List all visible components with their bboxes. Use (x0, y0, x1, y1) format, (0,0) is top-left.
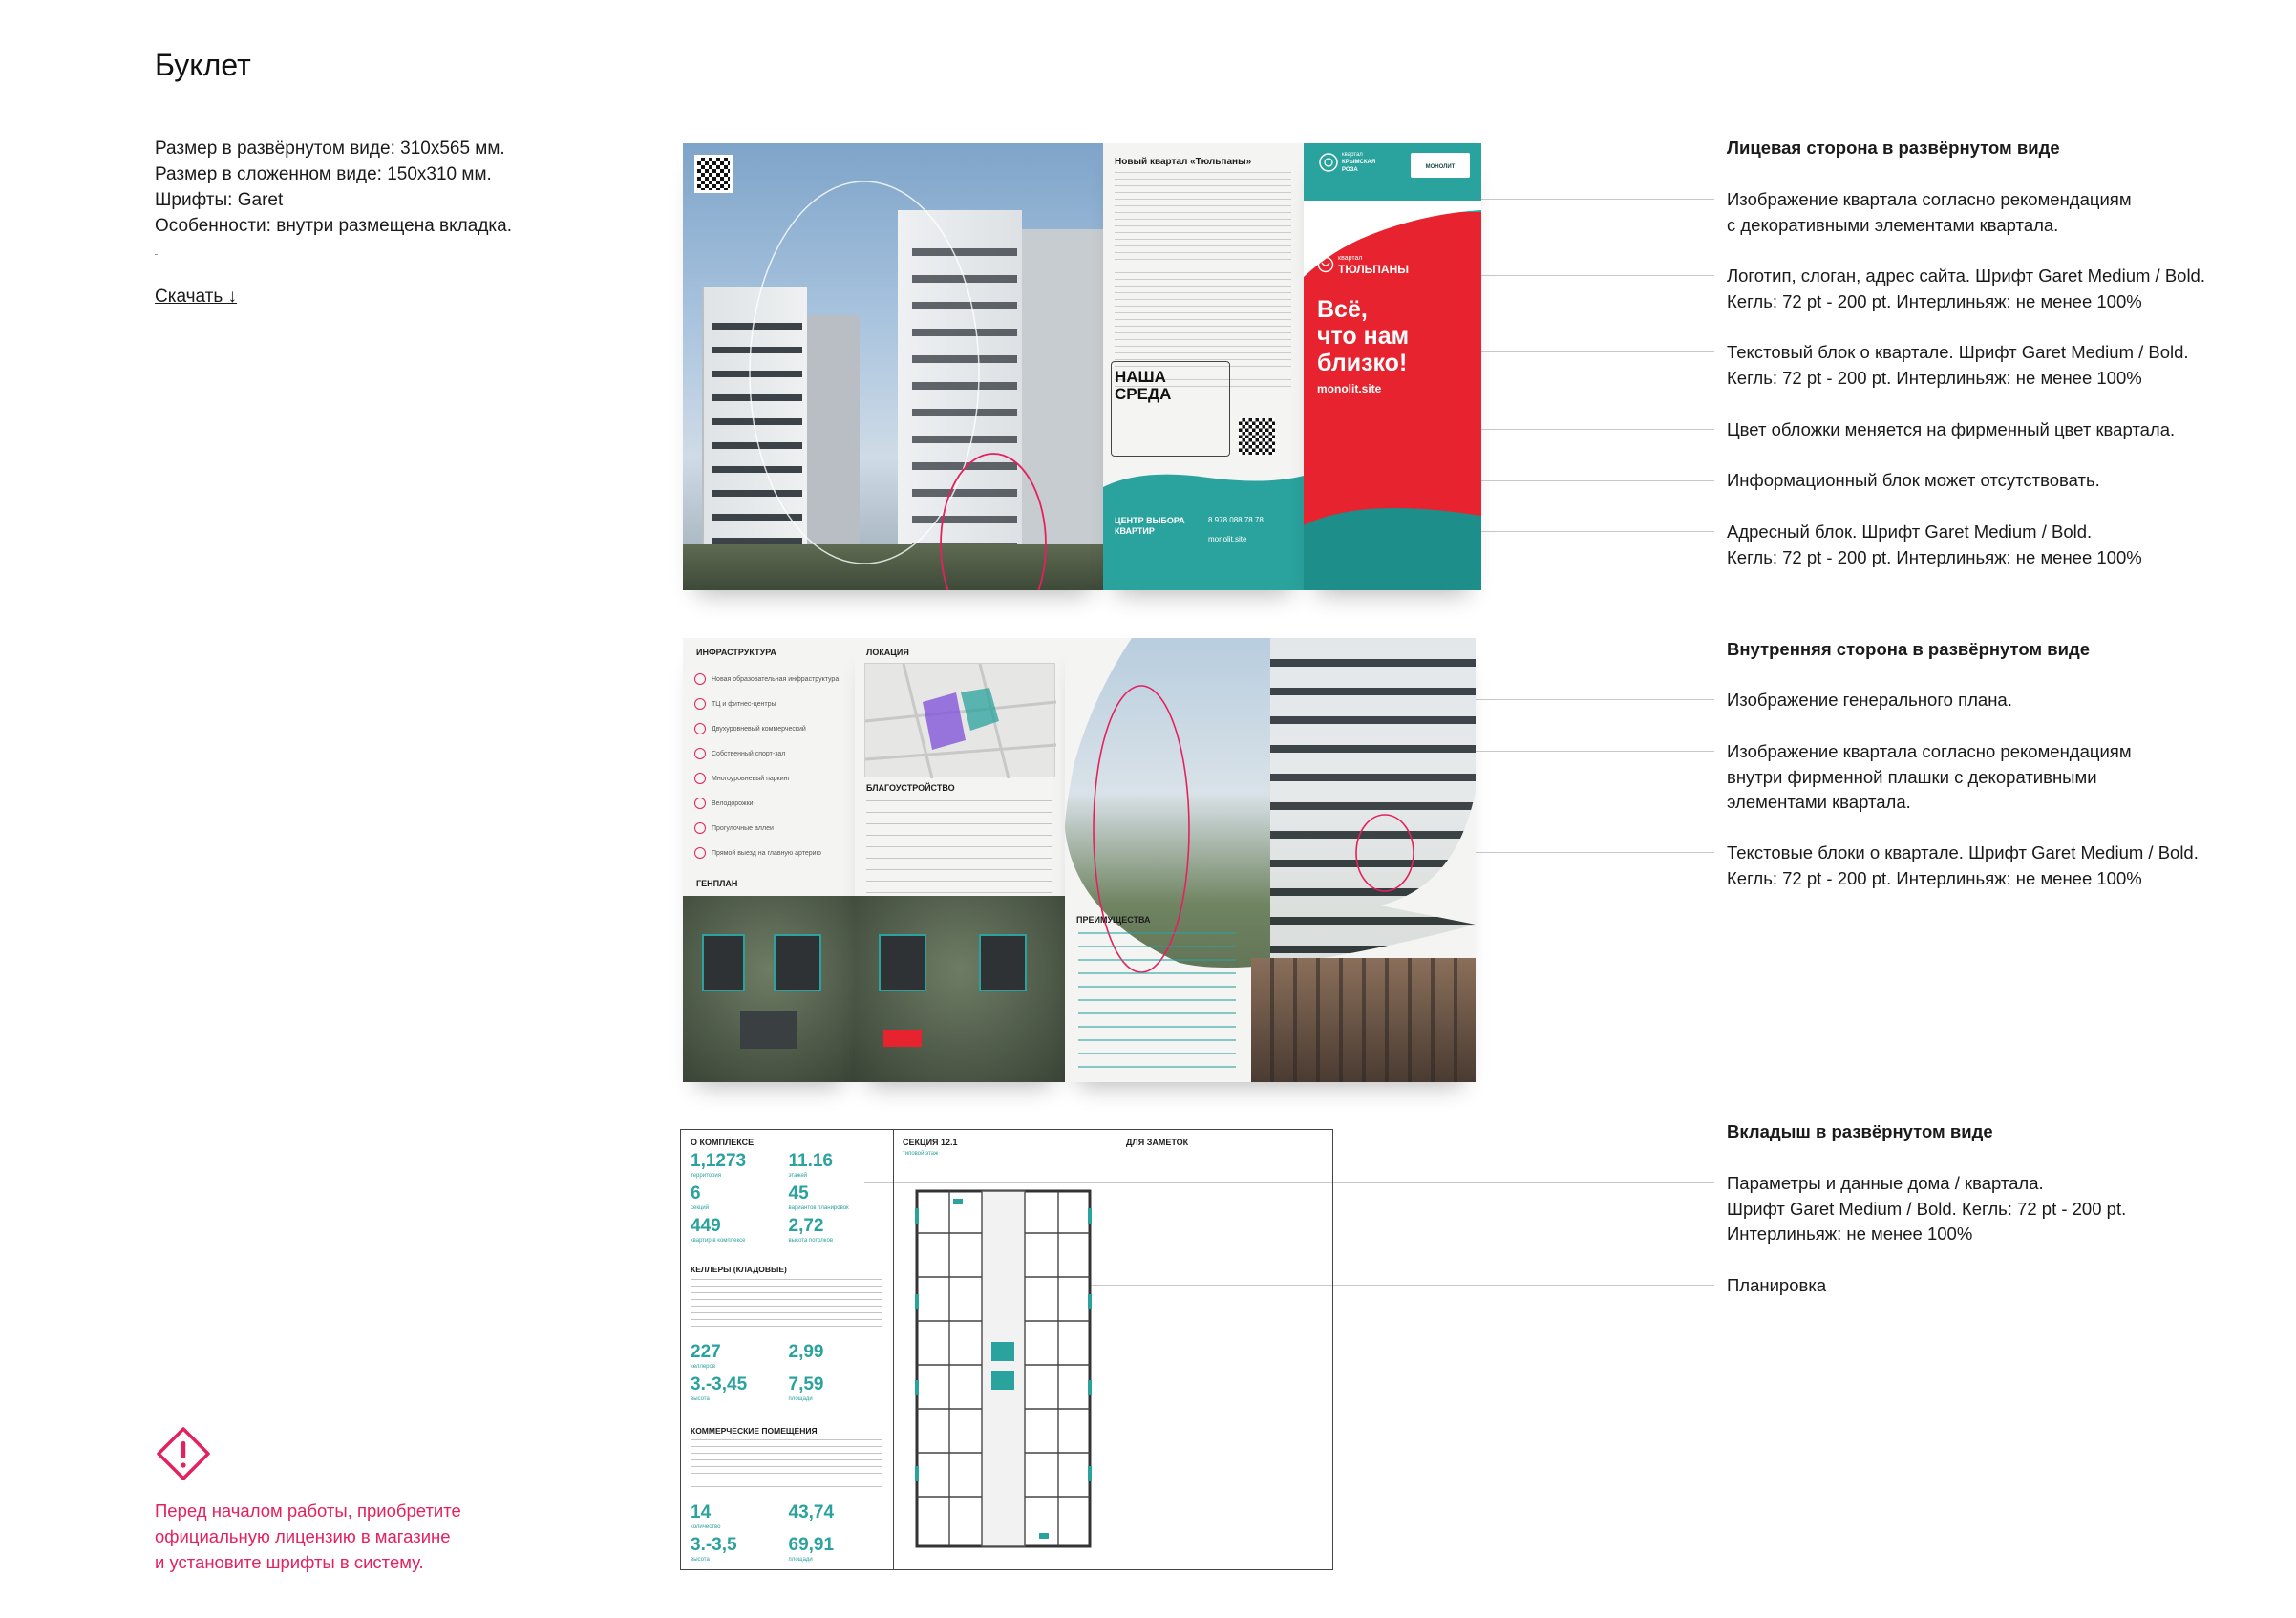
insert-heading: Вкладыш в развёрнутом виде (1727, 1121, 1993, 1141)
stat-value: 6 (691, 1183, 701, 1203)
intro-title: Новый квартал «Тюльпаны» (1115, 157, 1252, 167)
infra-title: ИНФРАСТРУКТУРА (696, 648, 776, 657)
infra-item: Прямой выезд на главную артерию (694, 841, 847, 865)
warning-text: Перед началом работы, приобретите официальную лицензию в магазине и установите шрифты в систему. (155, 1501, 461, 1572)
insert-col1-title: О КОМПЛЕКСЕ (691, 1138, 755, 1147)
stats-grid-3 (691, 1502, 886, 1564)
stat-cell (789, 1535, 887, 1564)
stat-label: келлеров (691, 1364, 716, 1370)
stats-grid-1 (691, 1151, 886, 1245)
outer-note-5: Информационный блок может отсутствовать. (1727, 470, 2100, 490)
inner-location-panel (855, 638, 1065, 1082)
infra-icon (694, 847, 706, 859)
stat-label: высота потолков (788, 1238, 834, 1244)
blago-title: БЛАГОУСТРОЙСТВО (866, 783, 955, 793)
stat-cell (789, 1374, 887, 1403)
intro-text-lines (1115, 172, 1291, 392)
infra-icon (694, 698, 706, 710)
infra-icon (694, 822, 706, 834)
stat-label: количество (691, 1524, 721, 1530)
genplan-title: ГЕНПЛАН (696, 879, 738, 888)
infra-icon (694, 773, 706, 784)
site-small: monolit.site (1208, 535, 1247, 543)
spec-features: Особенности: внутри размещена вкладка. (155, 216, 512, 236)
commercial-text (691, 1439, 882, 1493)
outer-photo-panel (683, 143, 1103, 590)
insert-col3-title: ДЛЯ ЗАМЕТОК (1126, 1138, 1189, 1147)
inner-note-2: Изображение квартала согласно рекомендациям внутри фирменной плашки с декоративными элементами квартала. (1727, 741, 2132, 812)
warning-icon (155, 1425, 212, 1482)
stat-cell (691, 1374, 789, 1403)
decor-ovals (683, 143, 1103, 590)
phone-number: 8 978 088 78 78 (1208, 516, 1264, 524)
logo-crimea: квартал КРЫМСКАЯ РОЗА (1342, 152, 1376, 173)
stats-grid-2 (691, 1342, 886, 1403)
stat-cell (789, 1502, 887, 1531)
leader-line (1452, 751, 1714, 752)
spec-size-open: Размер в развёрнутом виде: 310х565 мм. (155, 138, 505, 159)
stat-value: 11.16 (788, 1151, 833, 1171)
infra-item: ТЦ и фитнес-центры (694, 692, 847, 716)
cover-kvartal: квартал (1338, 255, 1363, 262)
sales-center: ЦЕНТР ВЫБОРА КВАРТИР (1115, 516, 1185, 536)
outer-cover-panel (1304, 143, 1481, 590)
commercial-title: КОММЕРЧЕСКИЕ ПОМЕЩЕНИЯ (691, 1426, 818, 1436)
stat-label (789, 1363, 887, 1371)
inner-infra-panel (683, 638, 855, 1082)
stat-value: 3.-3,5 (691, 1535, 737, 1555)
stat-value: 43,74 (788, 1502, 835, 1522)
insert-note-2: Планировка (1727, 1275, 1827, 1295)
infra-icon (694, 748, 706, 759)
infra-item: Многоуровневый паркинг (694, 766, 847, 791)
tulip-icon (1317, 256, 1334, 273)
stat-value: 7,59 (788, 1374, 824, 1394)
outer-heading: Лицевая сторона в развёрнутом виде (1727, 138, 2060, 158)
infra-icon (694, 723, 706, 734)
location-map (864, 663, 1055, 777)
adv-list (1078, 932, 1236, 1075)
infra-item: Прогулочные аллеи (694, 816, 847, 841)
stat-cell (789, 1151, 887, 1180)
insert-col2-title: СЕКЦИЯ 12.1 (903, 1138, 958, 1147)
stat-cell (691, 1151, 789, 1180)
blago-list (866, 800, 1052, 905)
street-photo (1251, 958, 1476, 1082)
inner-photo-panel (1065, 638, 1476, 1082)
qr-code-icon (1239, 418, 1275, 455)
stat-label: высота (691, 1557, 710, 1563)
stat-value: 2,99 (788, 1342, 824, 1362)
outer-note-6: Адресный блок. Шрифт Garet Medium / Bold. Кегль: 72 pt - 200 pt. Интерлиньяж: не менее 100% (1727, 522, 2142, 567)
stat-label: секций (691, 1205, 710, 1211)
outer-note-2: Логотип, слоган, адрес сайта. Шрифт Garet Medium / Bold. Кегль: 72 pt - 200 pt. Интерлиньяж: не менее 100% (1727, 266, 2205, 311)
insert-col2-sub: типовой этаж (903, 1151, 939, 1157)
stat-label: этажей (788, 1173, 808, 1179)
nasha-sreda-logo: НАША СРЕДА (1115, 368, 1172, 403)
infra-item: Новая образовательная инфраструктура (694, 667, 847, 692)
stat-cell (789, 1342, 887, 1371)
stat-cell (691, 1342, 789, 1371)
stat-value: 449 (691, 1216, 721, 1236)
specs-block (155, 136, 512, 239)
outer-note-1: Изображение квартала согласно рекомендациям с декоративными элементами квартала. (1727, 189, 2132, 235)
infra-item: Собственный спорт-зал (694, 741, 847, 766)
stat-value: 227 (691, 1342, 721, 1362)
outer-note-3: Текстовый блок о квартале. Шрифт Garet Medium / Bold. Кегль: 72 pt - 200 pt. Интерлиньяж: не менее 100% (1727, 342, 2189, 388)
adv-title: ПРЕИМУЩЕСТВА (1076, 915, 1151, 925)
stat-cell (691, 1216, 789, 1245)
inner-note-3: Текстовые блоки о квартале. Шрифт Garet Medium / Bold. Кегль: 72 pt - 200 pt. Интерлиньяж: не менее 100% (1727, 842, 2199, 888)
stat-cell (691, 1535, 789, 1564)
stat-label: квартир в комплексе (691, 1238, 746, 1244)
page-title: Буклет (155, 48, 251, 82)
stat-cell (691, 1502, 789, 1531)
cover-slogan: Всё, что нам близко! (1317, 296, 1410, 376)
stat-label: высота (691, 1396, 710, 1402)
infra-icon (694, 673, 706, 685)
keller-title: КЕЛЛЕРЫ (КЛАДОВЫЕ) (691, 1265, 787, 1274)
genplan-image (683, 896, 855, 1082)
genplan-image-right (855, 896, 1065, 1082)
outer-text-panel (1103, 143, 1304, 590)
floor-plan (915, 1189, 1092, 1548)
stat-label (789, 1523, 887, 1531)
rose-icon (1317, 151, 1340, 174)
inner-heading: Внутренняя сторона в развёрнутом виде (1727, 639, 2091, 659)
stat-value: 2,72 (788, 1216, 824, 1236)
stat-cell (789, 1216, 887, 1245)
insert-note-1: Параметры и данные дома / квартала. Шрифт Garet Medium / Bold. Кегль: 72 pt - 200 pt. Интерлиньяж: не менее 100% (1727, 1173, 2127, 1244)
cover-name: ТЮЛЬПАНЫ (1338, 263, 1409, 276)
spec-fonts: Шрифты: Garet (155, 190, 284, 210)
inner-note-1: Изображение генерального плана. (1727, 690, 2012, 710)
location-title: ЛОКАЦИЯ (866, 648, 909, 657)
stat-value: 69,91 (788, 1535, 835, 1555)
outer-note-4: Цвет обложки меняется на фирменный цвет квартала. (1727, 419, 2176, 439)
leader-line (1447, 429, 1714, 430)
infra-item: Двухуровневый коммерческий (694, 716, 847, 741)
info-frame (1111, 361, 1230, 457)
infra-icon (694, 798, 706, 809)
stat-cell (691, 1183, 789, 1212)
infra-list (694, 667, 847, 865)
cover-bottom-wave (1304, 497, 1481, 590)
stat-label: площади (788, 1396, 813, 1402)
brochure-insert (680, 1129, 1333, 1570)
stat-value: 1,1273 (691, 1151, 747, 1171)
keller-text (691, 1279, 882, 1332)
stat-value: 3.-3,45 (691, 1374, 748, 1394)
spec-size-folded: Размер в сложенном виде: 150х310 мм. (155, 164, 492, 184)
divider (155, 254, 158, 255)
stat-value: 14 (691, 1502, 712, 1522)
download-link[interactable]: Скачать ↓ (155, 287, 238, 307)
stat-label: площади (788, 1557, 813, 1563)
stat-label: территория (691, 1173, 721, 1179)
cover-site: monolit.site (1317, 382, 1382, 395)
stat-label: вариантов планировок (788, 1205, 849, 1211)
logo-monolit: МОНОЛИТ (1411, 153, 1470, 178)
stat-value: 45 (788, 1183, 809, 1203)
infra-item: Велодорожки (694, 791, 847, 816)
stat-cell (789, 1183, 887, 1212)
